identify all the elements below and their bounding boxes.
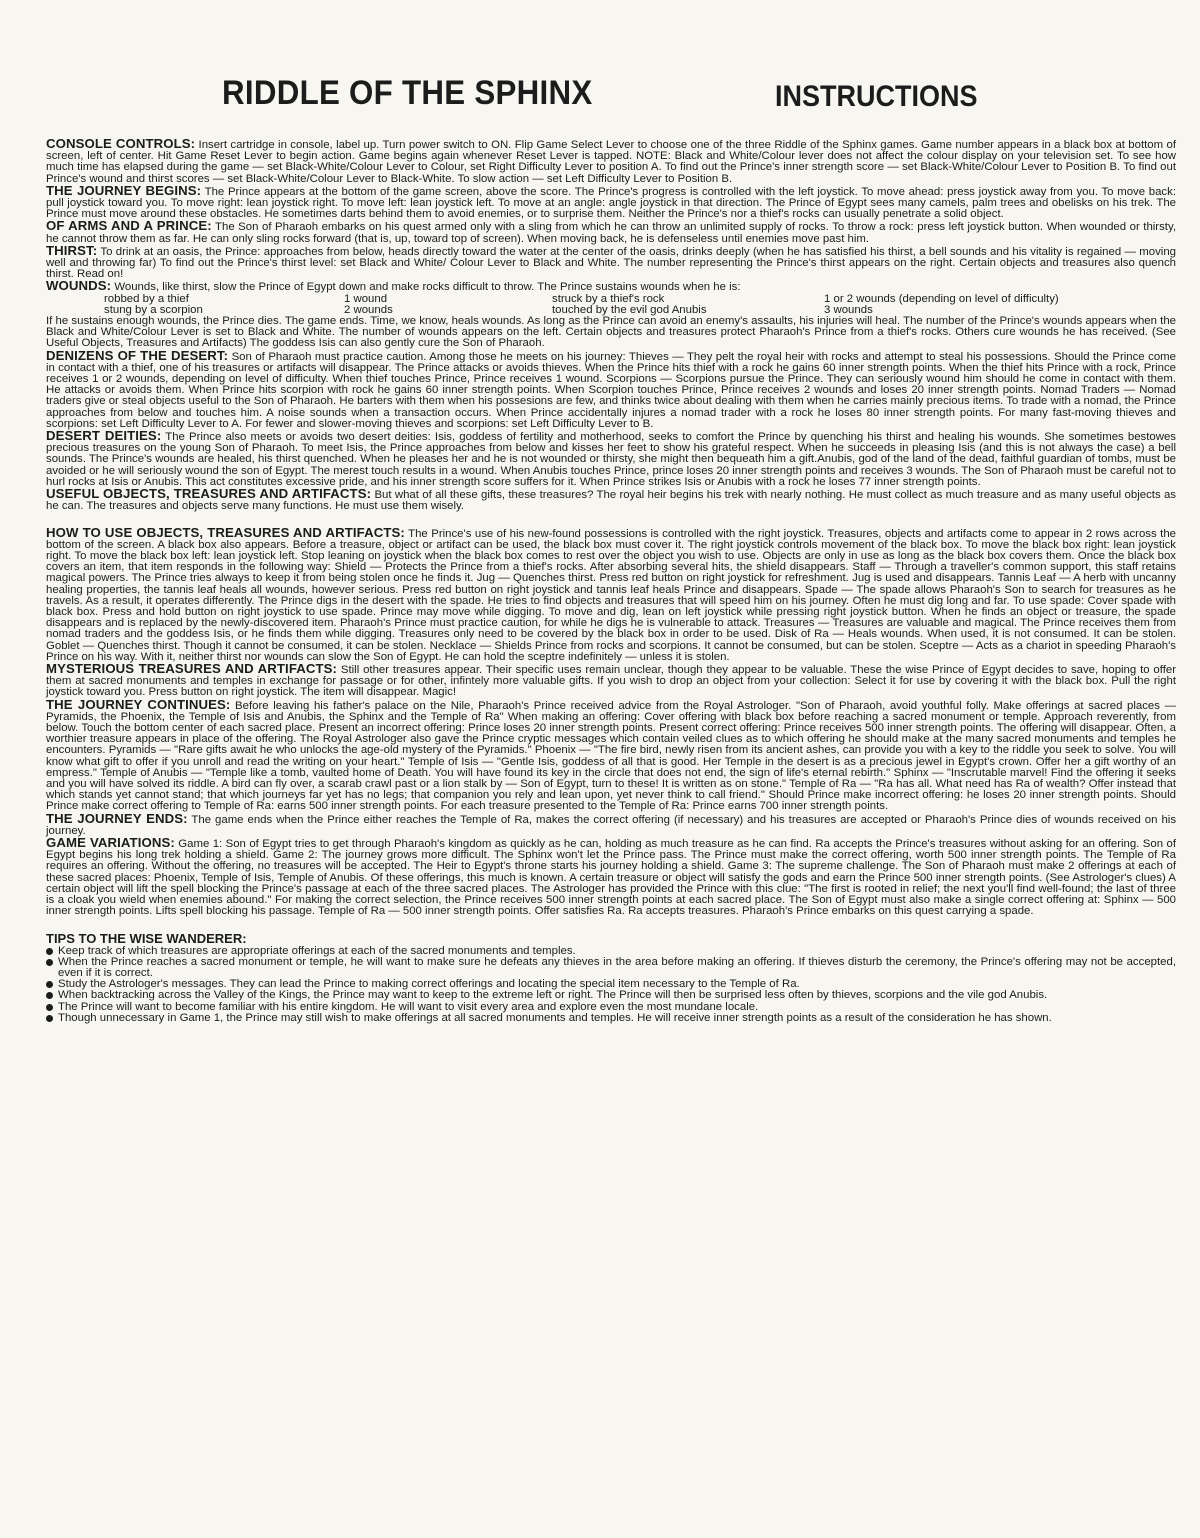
wounds-count: 3 wounds	[824, 303, 873, 316]
section-text: Game 1: Son of Egypt tries to get through Pharaoh's kingdom as quickly as he can, holding as much treasure as he can find. Ra accepts the Prince's treasures without asking for an offering. Son of Egypt begins his long trek holding a shield. Game 2: The journey grows more difficult. The Sphinx won't let the Prince pass. The Prince must make the correct offering, worth 500 inner strength points. The Temple of Ra requires an offering. Without the offering, no treasures will be accepted. The Heir to Egypt's throne starts his journey holding a shield. Game 3: The supreme challenge. The Son of Pharaoh must make 2 offerings at each of these sacred places: Phoenix, Temple of Isis, Temple of Anubis. Of these offerings, this much is known. A certain treasure or object will satisfy the gods and earn the Prince 500 inner strength points. (See Astrologer's clues) A certain object will lift the spell blocking the Prince's passage at each of the three sacred places. The Astrologer has provided the Prince with this clue: "The first is rooted in relief; the next you'll find well-found; the last of three is a cloak you wield when enemies abound." For making the correct selection, the Prince receives 500 inner strength points at each sacred place. The Son of Egypt must also make a single correct offering at: Sphinx — 500 inner strength points. Lifts spell blocking his passage. Temple of Ra — 500 inner strength points. Offer satisfies Ra. Ra accepts treasures. Pharaoh's Prince embarks on this quest carrying a spade.	[46, 837, 1176, 918]
tip-item	[46, 1013, 1176, 1024]
wounds-cause: stung by a scorpion	[104, 303, 203, 316]
section-heading: DESERT DEITIES:	[46, 428, 162, 444]
wounds-count: 1 or 2 wounds (depending on level of difficulty)	[824, 292, 1059, 305]
bullet-icon	[46, 948, 53, 955]
section-heading: DENIZENS OF THE DESERT:	[46, 347, 229, 363]
section-heading: GAME VARIATIONS:	[46, 834, 175, 850]
section-journey-continues	[46, 696, 1176, 813]
tip-text: The Prince will want to become familiar with his entire kingdom. He will want to visit every area and explore even the most mundane locale.	[58, 1000, 759, 1013]
section-heading: MYSTERIOUS TREASURES AND ARTIFACTS:	[46, 660, 338, 676]
section-how-to-use	[46, 524, 1176, 663]
bullet-icon	[46, 1015, 53, 1022]
section-heading: HOW TO USE OBJECTS, TREASURES AND ARTIFACTS:	[46, 524, 405, 540]
tip-text: When backtracking across the Valley of the Kings, the Prince may want to keep to the extreme left or right. The Prince will then be surprised less often by thieves, scorpions and the vile god Anubis.	[58, 989, 1048, 1002]
section-heading: THE JOURNEY ENDS:	[46, 810, 188, 826]
bullet-icon	[46, 1004, 53, 1011]
tips-heading: TIPS TO THE WISE WANDERER:	[46, 931, 247, 947]
section-thirst	[46, 242, 1176, 281]
bullet-icon	[46, 992, 53, 999]
tip-text: When the Prince reaches a sacred monument or temple, he will want to make sure he defeats any thieves in the area before making an offering. If thieves disturb the ceremony, the Prince's offering may not be accepted, even if it is correct.	[58, 955, 1176, 980]
section-text: To drink at an oasis, the Prince: approaches from below, heads directly toward the water at the center of the oasis, drinks deeply (when he has satisfied his thirst, a bell sounds and his vitality is regained — moving well and throwing far) To find out the Prince's thirst level: set Black and White/ Colour Lever to Black and White. The number representing the Prince's thirst appears on the right. Certain objects and treasures also quench thirst. Read on!	[46, 245, 1176, 281]
section-useful-objects	[46, 488, 1176, 512]
section-text: Still other treasures appear. Their specific uses remain unclear, though they appear to be valuable. These the wise Prince of Egypt decides to save, hoping to offer them at sacred monuments and temples in exchange for passage or for other, infintely more valuable gifts. If you wish to drop an object from your collection: Select it for use by covering it with the black box. Pull the right joystick toward you. Press button on right joystick. The item will disappear. Magic!	[46, 663, 1176, 699]
section-text: The Prince appears at the bottom of the game screen, above the score. The Prince's progress is controlled with the left joystick. To move ahead: press joystick away from you. To move back: pull joystick toward you. To move right: lean joystick right. To move left: lean joystick left. To move at an angle: angle joystick in that direction. The Prince of Egypt sees many camels, palm trees and obelisks on his trek. The Prince must move around these obstacles. He sometimes darts behind them to avoid enemies, or to surprise them. Neither the Prince's nor a thief's rocks can usually penetrate a solid object.	[46, 185, 1176, 221]
wounds-cause: struck by a thief's rock	[552, 292, 665, 305]
section-heading: CONSOLE CONTROLS:	[46, 136, 196, 151]
bullet-icon	[46, 981, 53, 988]
wounds-cause: touched by the evil god Anubis	[552, 303, 707, 316]
section-text: Insert cartridge in console, label up. Turn power switch to ON. Flip Game Select Lever to choose one of the three Riddle of the Sphinx games. Game number appears in a black box at bottom of screen, left of center. Hit Game Reset Lever to begin action. Game begins again whenever Reset Lever is tapped. NOTE: Black and White/Colour lever does not affect the colour display on your television set. To see how much time has elapsed during the game — set Black-White/Colour Lever to Colour, set Right Difficulty Lever to position A. To find out the Prince's inner strength score — set Black-White/Colour Lever to Position B. To find out Prince's wound and thirst scores — set Black-White/Colour Lever to Black-White. To slow action — set Left Difficulty Lever to Position B.	[46, 139, 1176, 185]
section-heading: WOUNDS:	[46, 278, 112, 294]
section-heading: THE JOURNEY CONTINUES:	[46, 696, 231, 712]
header	[0, 74, 1200, 124]
section-heading: USEFUL OBJECTS, TREASURES AND ARTIFACTS:	[46, 486, 372, 502]
section-deities	[46, 430, 1176, 488]
wounds-count: 1 wound	[344, 292, 388, 305]
section-text: Before leaving his father's palace on the Nile, Pharaoh's Prince received advice from the Royal Astrologer. "Son of Pharaoh, avoid youthful folly. Make offerings at sacred places — Pyramids, the Phoenix, the Temple of Isis and Anubis, the Sphinx and the Temple of Ra" When making an offering: Cover offering with black box before reaching a sacred monument or temple. Approach reverently, from below. Touch the bottom center of each sacred place. Present an incorrect offering: Prince loses 20 inner strength points. Present correct offering: Prince receives 500 inner strength points. The offering will disappear. Often, a worthier treasure appears in place of the offering. The Royal Astrologer also gave the Prince cryptic messages which contain veiled clues as to which offering he should make at the many sacred monuments and temples he encounters. Pyramids — "Rare gifts await he who unlocks the age-old mystery of the Pyramids." Phoenix — "The fire bird, newly risen from its ancient ashes, can provide you with a key to the riddle you seek to solve. You will know what gift to offer if you unroll and read the writing on your heart." Temple of Isis — "Gentle Isis, goddess of all that is good. Her Temple in the desert is as a precious jewel in Egypt's crown. Offer her a gift worthy of an empress." Temple of Anubis — "Temple like a tomb, vaulted home of Death. You will have found its key in the circle that does not end, the sign of life's eternal rebirth." Sphinx — "Inscrutable marvel! Find the offering it seeks and you will have solved its riddle. A bird can fly over, a scarab crawl past or a lion stalk by — Son of Egypt, turn to these! It is written as on stone." Temple of Ra — "Ra has all. What need has Ra of wealth? Offer instead that which stands yet cannot stand; that which journeys far yet has no legs; that companion you rely and lean upon, yet never think to call friend." Should Prince make incorrect offering: he loses 20 inner strength points. Should Prince make correct offering to Temple of Ra: earns 500 inner strength points. For each treasure presented to the Temple of Ra: Prince earns 700 inner strength points.	[46, 699, 1176, 813]
section-mysterious	[46, 660, 1176, 699]
section-wounds-after: If he sustains enough wounds, the Prince dies. The game ends. Time, we know, heals wounds. As long as the Prince can avoid an enemy's assaults, his injuries will heal. The number of the Prince's wounds appears when the Black and White/Colour Lever is set to Black and White. The number of wounds appears on the left. Certain objects and treasures protect Pharaoh's Prince from a thief's rocks. Others cure wounds he has received. (See Useful Objects, Treasures and Artifacts) The goddess Isis can also gently cure the Son of Pharaoh.	[46, 315, 1176, 350]
section-text: The Prince's use of his new-found possessions is controlled with the right joystick. Treasures, objects and artifacts come to appear in 2 rows across the bottom of the screen. A black box also appears. Before a treasure, object or artifact can be used, the black box must cover it. The right joystick controls movement of the black box. To move the black box right: lean joystick right. To move the black box left: lean joystick left. Stop leaning on joystick when the black box comes to rest over the object you wish to use. Objects are only in use as long as the black box covers them. Once the black box covers an item, that item responds in the following way: Shield — Protects the Prince from a thief's rocks. After absorbing several hits, the shield disappears. Staff — Through a traveller's common support, this staff retains magical powers. The Prince tries always to keep it from being stolen once he finds it. Jug — Quenches thirst. Press red button on right joystick for refreshment. Jug is used and disappears. Tannis Leaf — A herb with uncanny healing properties, the tannis leaf heals all wounds, however serious. Press red button on right joystick and tannis leaf heals Prince and disappears. Spade — The spade allows Pharaoh's Son to search for treasures as he travels. As a result, it operates differently. The Prince digs in the desert with the spade. He tries to find objects and treasures that will speed him on his journey. Often he must dig long and far. To use spade: Cover spade with black box. Press and hold button on right joystick to use spade. Prince may move while digging. To move and dig, lean on left joystick while pressing right joystick button. When he finds an object or treasure, the spade disappears and is replaced by the newly-discovered item. Pharaoh's Prince must practice caution, for while he digs he is vulnerable to attack. Treasures — Treasures are valuable and magical. The Prince receives them from nomad traders and the goddess Isis, or he finds them while digging. Treasures only need to be covered by the black box in order to be used. Disk of Ra — Heals wounds. When used, it is not consumed. It can be stolen. Goblet — Quenches thirst. Though it cannot be consumed, it can be stolen. Necklace — Shields Prince from rocks and scorpions. It cannot be consumed, but can be stolen. Sceptre — Acts as a chariot in speeding Pharaoh's Prince on his way. With it, neither thirst nor wounds can slow the Son of Egypt. He can hold the sceptre indefinitely — unless it is stolen.	[46, 527, 1176, 663]
section-console-controls	[46, 138, 1176, 185]
section-heading: THE JOURNEY BEGINS:	[46, 182, 202, 198]
tip-text: Study the Astrologer's messages. They can lead the Prince to making correct offerings and locating the special item necessary to the Temple of Ra.	[58, 978, 800, 991]
wounds-count: 2 wounds	[344, 303, 393, 316]
section-heading: OF ARMS AND A PRINCE:	[46, 218, 212, 234]
section-text: The game ends when the Prince either reaches the Temple of Ra, makes the correct offering (if necessary) and his treasures are accepted or Pharaoh's Prince dies of wounds received on his journey.	[46, 813, 1177, 837]
section-denizens	[46, 347, 1176, 430]
section-journey-begins	[46, 182, 1176, 221]
section-journey-ends	[46, 810, 1177, 837]
section-arms	[46, 220, 1176, 244]
tip-text: Keep track of which treasures are appropriate offerings at each of the sacred monuments and temples.	[58, 944, 576, 957]
page-subtitle: INSTRUCTIONS	[775, 80, 978, 113]
section-heading: THIRST:	[46, 242, 98, 258]
instructions-body	[46, 138, 1176, 1024]
section-text: But what of all these gifts, these treasures? The royal heir begins his trek with nearly nothing. He must collect as much treasure and as many useful objects as he can. The treasures and objects serve many functions. He must use them wisely.	[46, 489, 1176, 513]
tip-item	[46, 957, 1176, 979]
section-game-variations	[46, 834, 1176, 918]
tip-text: Though unnecessary in Game 1, the Prince may still wish to make offerings at all sacred monuments and temples. He will receive inner strength points as a result of the consideration he has shown.	[58, 1011, 1052, 1024]
page-title: RIDDLE OF THE SPHINX	[222, 74, 593, 112]
section-text: Wounds, like thirst, slow the Prince of Egypt down and make rocks difficult to throw. The Prince sustains wounds when he is:	[114, 281, 741, 294]
section-text: The Prince also meets or avoids two desert deities: Isis, goddess of fertility and motherhood, seeks to comfort the Prince by quenching his thirst and healing his wounds. She sometimes bestowes precious treasures on the young Son of Pharaoh. To meet Isis, the Prince approaches from below and kisses her feet to show his grateful respect. When he succeeds in pleasing Isis (and this is not always the case) a bell sounds. The Prince's wounds are healed, his thirst quenched. When he pleases her and he is not wounded or thirsty, she might then bequeath him a gift.Anubis, god of the land of the dead, faithful guardian of tombs, must be avoided or he will seriously wound the son of Egypt. The merest touch results in a wound. When Anubis touches Prince, prince loses 20 inner strength points and receives 3 wounds. The Son of Pharaoh must be careful not to hurl rocks at Isis or Anubis. This act constitutes excessive pride, and his inner strength score suffers for it. When Prince strikes Isis or Anubis with a rock he loses 77 inner strength points.	[46, 431, 1176, 488]
wounds-table	[46, 294, 1176, 316]
section-text: Son of Pharaoh must practice caution. Among those he meets on his journey: Thieves — They pelt the royal heir with rocks and attempt to steal his possessions. Should the Prince come in contact with a thief, one of his treasures or artifacts will disappear. The Prince attacks or avoids thieves. When the Prince hits thief with a rock he gains 60 inner strength points. When the thief hits Prince with a rock, Prince receives 1 or 2 wounds, depending on level of difficulty. When thief touches Prince, Prince receives 1 wound. Scorpions — Scorpions pursue the Prince. They can seriously wound him should he come in contact with them. He attacks or avoids them. When Prince hits scorpion with rock he gains 60 inner strength points. When Scorpion touches Prince, Prince receives 2 wounds and loses 20 inner strength points. Nomad Traders — Nomad traders give or steal objects useful to the Son of Pharaoh. He barters with them when his possesions are few, and thinks twice about dealing with them when he carries mainly precious items. To trade with a nomad, the Prince approaches from below and touches him. A noise sounds when a transaction occurs. When Prince accidentally injures a nomad trader with a rock he loses 80 inner strength points. For many fast-moving thieves and scorpions: set Left Difficulty Lever to A. For fewer and slower-moving thieves and scorpions: set Left Difficulty Lever to B.	[46, 350, 1176, 430]
wounds-cause: robbed by a thief	[104, 292, 189, 305]
tips-section	[46, 933, 1176, 1024]
bullet-icon	[46, 959, 53, 966]
section-wounds	[46, 280, 1176, 293]
section-text: The Son of Pharaoh embarks on his quest armed only with a sling from which he can throw an unlimited supply of rocks. To throw a rock: press left joystick button. When wounded or thirsty, he cannot throw them as far. He can only sling rocks forward (that is, up, toward top of screen). When moving back, he is defenseless until enemies move past him.	[46, 221, 1176, 245]
